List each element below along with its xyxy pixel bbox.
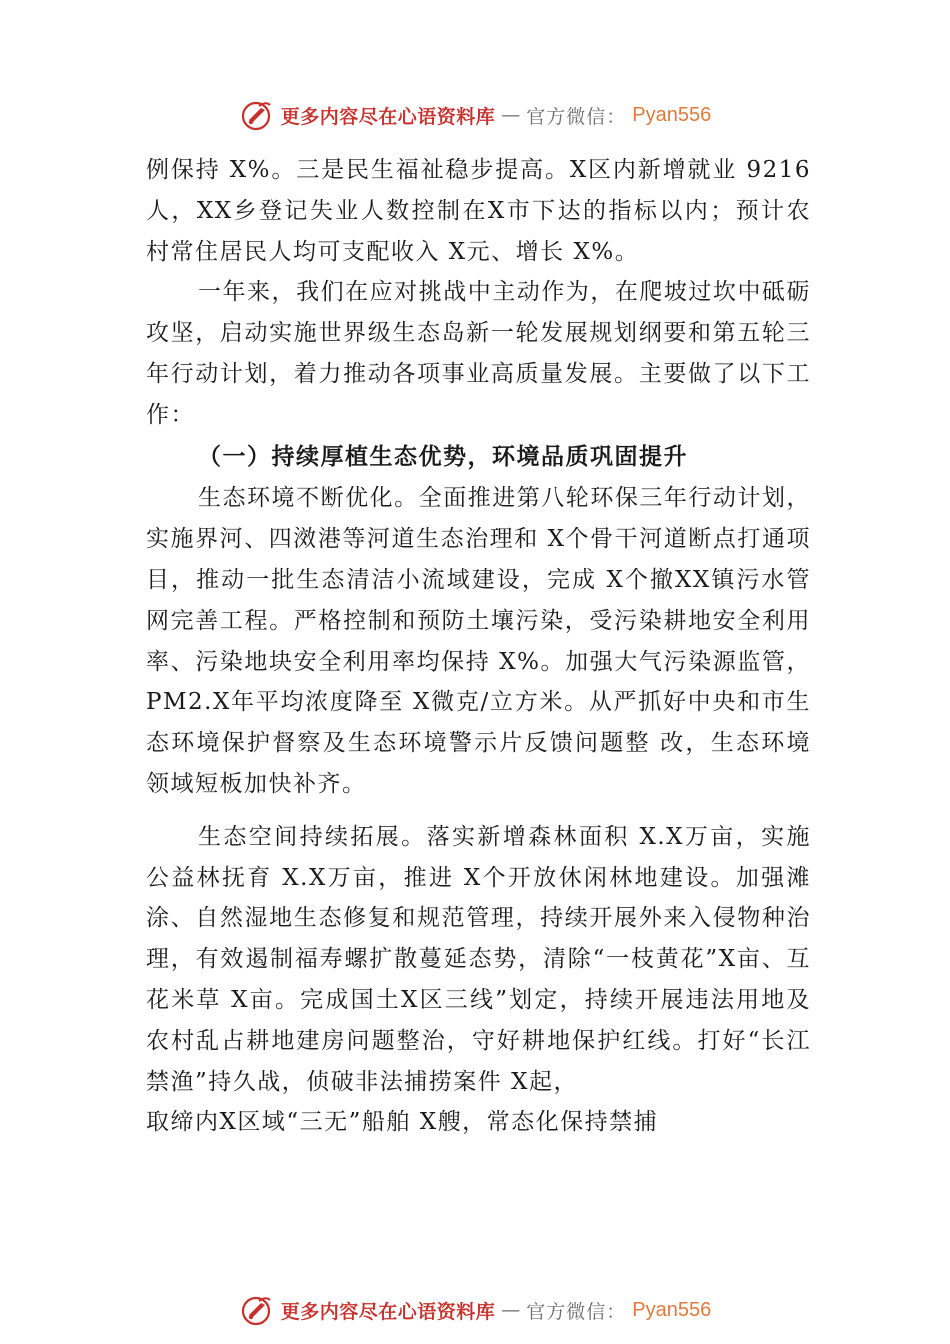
banner-wechat-id: Pyan556 [632,103,712,126]
footer-banner [0,1290,950,1330]
banner-slogan: 更多内容尽在心语资料库 [280,1300,496,1323]
logo-icon [239,1292,275,1328]
paragraph-tail: 取缔内X区域“三无”船舶 X艘，常态化保持禁捕 [146,1109,659,1136]
banner-wechat-label: 官方微信： [526,1300,627,1323]
paragraph-continuation: 例保持 X%。三是民生福祉稳步提高。X区内新增就业 9216人，XX乡登记失业人数控制在X市下达的指标以内；预计农村常住居民人均可支配收入 X元、增长 X%。 [146,157,811,265]
banner-wechat-id: Pyan556 [632,1298,712,1321]
logo-icon [239,97,275,133]
paragraph-ecology-space: 生态空间持续拓展。落实新增森林面积 X.X万亩，实施公益林抚育 X.X万亩，推进 X个开放休闲林地建设。加强滩涂、自然湿地生态修复和规范管理，持续开展外来入侵物种治理，有效遏制福寿螺扩散蔓延态势，清除“一枝黄花”X亩、互花米草 X亩。完成国土X区三线”划定，持续开展违法用地及农村乱占耕地建房问题整治，守好耕地保护红线。打好“长江禁渔”持久战，侦破非法捕捞案件 X起， [146,823,811,1095]
banner-dash: — [501,104,521,126]
banner-wechat-label: 官方微信： [526,105,627,128]
banner-slogan: 更多内容尽在心语资料库 [280,105,496,128]
banner-dash: — [501,1299,521,1321]
document-body [146,150,811,1143]
section-heading: （一）持续厚植生态优势，环境品质巩固提升 [198,442,688,470]
header-banner [0,95,950,135]
paragraph-ecology-environment: 生态环境不断优化。全面推进第八轮环保三年行动计划，实施界河、四滧港等河道生态治理和 X个骨干河道断点打通项目，推动一批生态清洁小流域建设，完成 X个撤XX镇污水管网完善工程。严格控制和预防土壤污染，受污染耕地安全利用率、污染地块安全利用率均保持 X%。加强大气污染源监管，PM2.X年平均浓度降至 X微克/立方米。从严抓好中央和市生态环境保护督察及生态环境警示片反馈问题整 改，生态环境领域短板加快补齐。 [146,485,811,797]
paragraph-intro: 一年来，我们在应对挑战中主动作为，在爬坡过坎中砥砺攻坚，启动实施世界级生态岛新一轮发展规划纲要和第五轮三年行动计划，着力推动各项事业高质量发展。主要做了以下工作： [146,279,811,428]
